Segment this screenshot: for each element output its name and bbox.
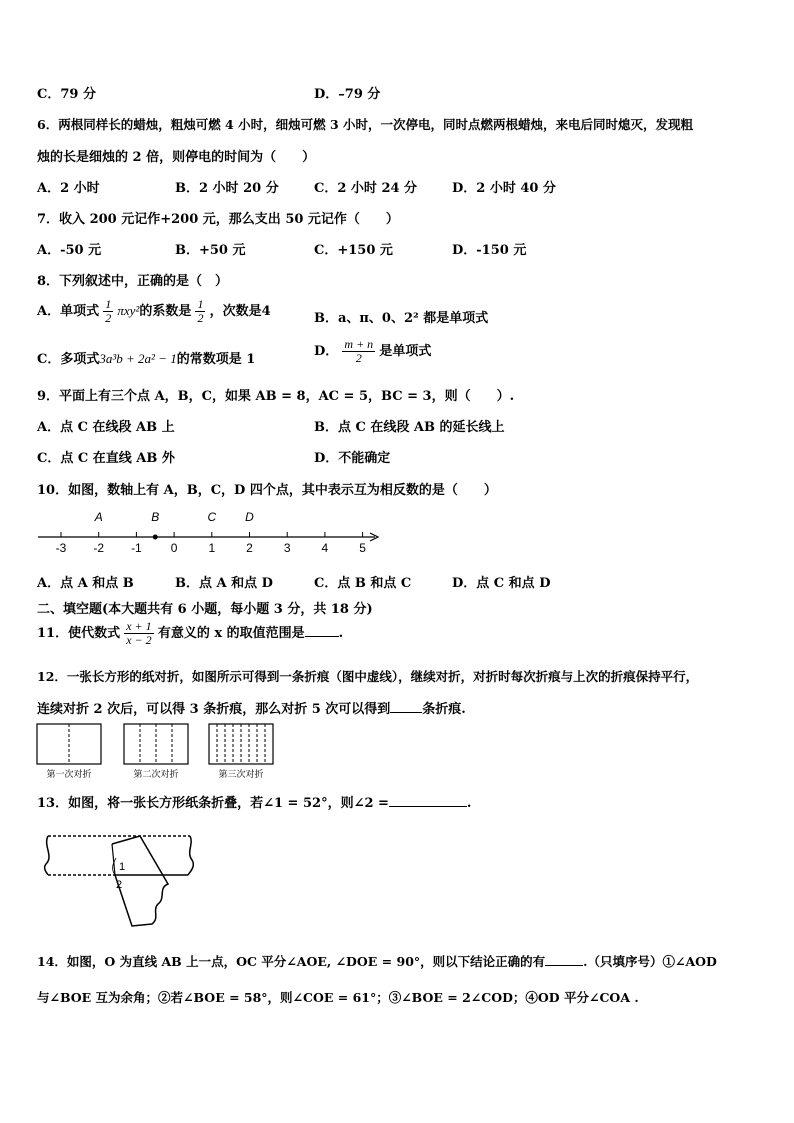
q14-stem-line2: 与∠BOE 互为余角；②若∠BOE = 58°，则∠COE = 61°；③∠BOE = 2∠COD；④OD 平分∠COA . [37,990,639,1005]
fold-caption-1: 第一次对折 [46,769,92,779]
q14-stem-line1: 14．如图，O 为直线 AB 上一点，OC 平分∠AOE, ∠DOE = 90°，则以下结论正确的有 .（只填序号）①∠AOD [37,954,717,969]
q6-option-a: A．2 小时 [37,181,100,196]
q10-stem: 10．如图，数轴上有 A，B，C，D 四个点，其中表示互为相反数的是（ ） [37,483,497,498]
q11-answer-blank [305,636,339,637]
q7-stem: 7．收入 200 元记作+200 元，那么支出 50 元记作（ ） [37,212,399,227]
q8-option-b: B．a、π、0、2² 都是单项式 [314,311,489,326]
q11: 11．使代数式 $\frac{x + 1}{x - 2}$ 有意义的 x 的取值范围是 . [37,619,344,647]
q7-option-d: D．-150 元 [452,243,527,258]
tick-label: -1 [131,541,142,555]
q6-option-c: C．2 小时 24 分 [314,181,418,196]
fold-caption-2: 第二次对折 [133,769,179,779]
q7-option-c: C．+150 元 [314,243,393,258]
q8-d-fraction: $\frac{m + n}{2}$ [344,337,374,365]
q14-answer-blank [545,965,583,966]
point-label-C: C [207,510,217,524]
point-label-D: D [245,510,254,524]
q12-stem-line1: 12．一张长方形的纸对折，如图所示可得到一条折痕（图中虚线），继续对折，对折时每次折痕与上次的折痕保持平行， [37,669,699,684]
q6-stem-line1: 6．两根同样长的蜡烛，粗烛可燃 4 小时，细烛可燃 3 小时，一次停电，同时点燃两根蜡烛，来电后同时熄灭，发现粗 [37,117,694,132]
point-label-B: B [151,510,160,524]
number-line-ticks [56,532,367,555]
q6-stem-line2: 烛的长是细烛的 2 倍，则停电的时间为（ ） [37,150,316,165]
angle-2-label: 2 [116,879,123,891]
q10-option-d: D．点 C 和点 D [452,576,551,591]
section2-title: 二、填空题(本大题共有 6 小题，每小题 3 分，共 18 分) [37,602,373,617]
q12-stem-line2: 连续对折 2 次后，可以得 3 条折痕，那么对折 5 次可以得到 条折痕. [37,702,466,717]
q9-option-c: C．点 C 在直线 AB 外 [37,451,175,466]
paper-strip-figure [40,826,210,936]
tick-label: 0 [170,541,178,555]
q9-option-a: A．点 C 在线段 AB 上 [37,420,175,435]
q6-option-d: D．2 小时 40 分 [452,181,556,196]
tick-label: 3 [283,541,291,555]
angle-1-label: 1 [119,861,126,873]
point-label-A: A [94,510,103,524]
q9-stem: 9．平面上有三个点 A，B，C，如果 AB = 8，AC = 5，BC = 3，则（ ）. [37,389,515,404]
q8-a-fraction: $\frac{1}{2}$ [105,297,112,325]
q12-answer-blank [390,712,422,713]
tick-label: 4 [321,541,329,555]
point-dot-B [153,535,158,540]
tick-label: -2 [93,541,105,555]
q6-option-b: B．2 小时 20 分 [175,181,279,196]
tick-label: 2 [246,541,253,555]
q10-option-c: C．点 B 和点 C [314,576,412,591]
q8-option-a: A．单项式 $\frac{1}{2}$ πxy²的系数是 $\frac{1}{2}$ ，次数是4 [37,297,271,325]
q13-stem: 13．如图，将一张长方形纸条折叠，若∠1 = 52°，则∠2 = . [37,796,472,811]
fold-caption-3: 第三次对折 [218,769,264,779]
q7-option-b: B．+50 元 [175,243,246,258]
q8-a-fraction2: $\frac{1}{2}$ [197,297,204,325]
q9-option-b: B．点 C 在线段 AB 的延长线上 [314,420,505,435]
q5-option-d: D．–79 分 [314,87,381,102]
q5-option-c: C．79 分 [37,87,96,102]
q8-stem: 8．下列叙述中，正确的是（ ） [37,274,229,289]
q9-option-d: D．不能确定 [314,451,391,466]
tick-label: -3 [55,541,67,555]
q10-option-a: A．点 A 和点 B [37,576,134,591]
q8-option-c: C．多项式3a³b + 2a² − 1的常数项是 1 [37,351,256,367]
q7-option-a: A．-50 元 [37,243,102,258]
tick-label: 5 [359,541,366,555]
q13-answer-blank [389,806,467,807]
q10-option-b: B．点 A 和点 D [175,576,273,591]
tick-label: 1 [208,541,216,555]
folding-figure [36,722,281,782]
q8-option-d: D． $\frac{m + n}{2}$ 是单项式 [314,337,432,365]
number-line-figure [30,505,390,557]
q11-fraction: $\frac{x + 1}{x - 2}$ [126,619,152,647]
